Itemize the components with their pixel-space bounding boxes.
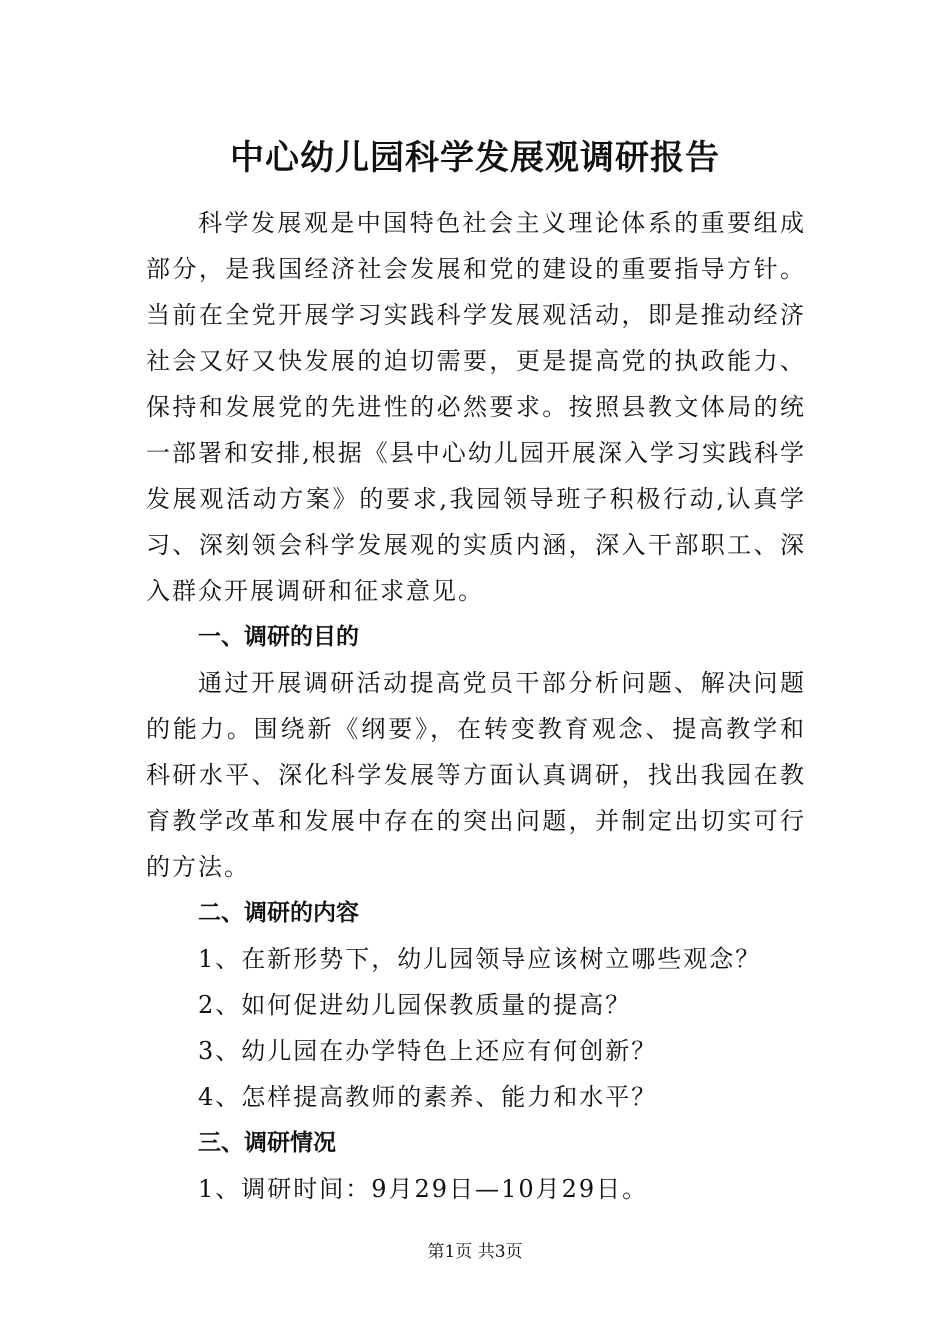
section-heading-purpose: 一、调研的目的 [198, 624, 359, 650]
document-body [146, 200, 806, 1212]
list-item: 4、怎样提高教师的素养、能力和水平？ [198, 1083, 658, 1111]
intro-paragraph: 科学发展观是中国特色社会主义理论体系的重要组成部分，是我国经济社会发展和党的建设的重要指导方针。当前在全党开展学习实践科学发展观活动，即是推动经济社会又好又快发展的迫切需要，更是提高党的执政能力、保持和发展党的先进性的必然要求。按照县教文体局的统一部署和安排,根据《县中心幼儿园开展深入学习实践科学发展观活动方案》的要求,我园领导班子积极行动,认真学习、深刻领会科学发展观的实质内涵，深入干部职工、深入群众开展调研和征求意见。 [146, 209, 806, 605]
document-title: 中心幼儿园科学发展观调研报告 [230, 138, 720, 178]
section-heading-content: 二、调研的内容 [198, 900, 359, 926]
list-item: 2、如何促进幼儿园保教质量的提高？ [198, 991, 632, 1019]
page-number-footer: 第1页 共3页 [427, 1242, 523, 1262]
section-heading-situation: 三、调研情况 [198, 1130, 336, 1156]
list-item: 1、调研时间：9月29日—10月29日。 [198, 1175, 649, 1203]
purpose-paragraph: 通过开展调研活动提高党员干部分析问题、解决问题的能力。围绕新《纲要》，在转变教育观念、提高教学和科研水平、深化科学发展等方面认真调研，找出我园在教育教学改革和发展中存在的突出问题，并制定出切实可行的方法。 [146, 669, 806, 881]
list-item: 1、在新形势下，幼儿园领导应该树立哪些观念？ [198, 945, 762, 973]
list-item: 3、幼儿园在办学特色上还应有何创新？ [198, 1037, 658, 1065]
